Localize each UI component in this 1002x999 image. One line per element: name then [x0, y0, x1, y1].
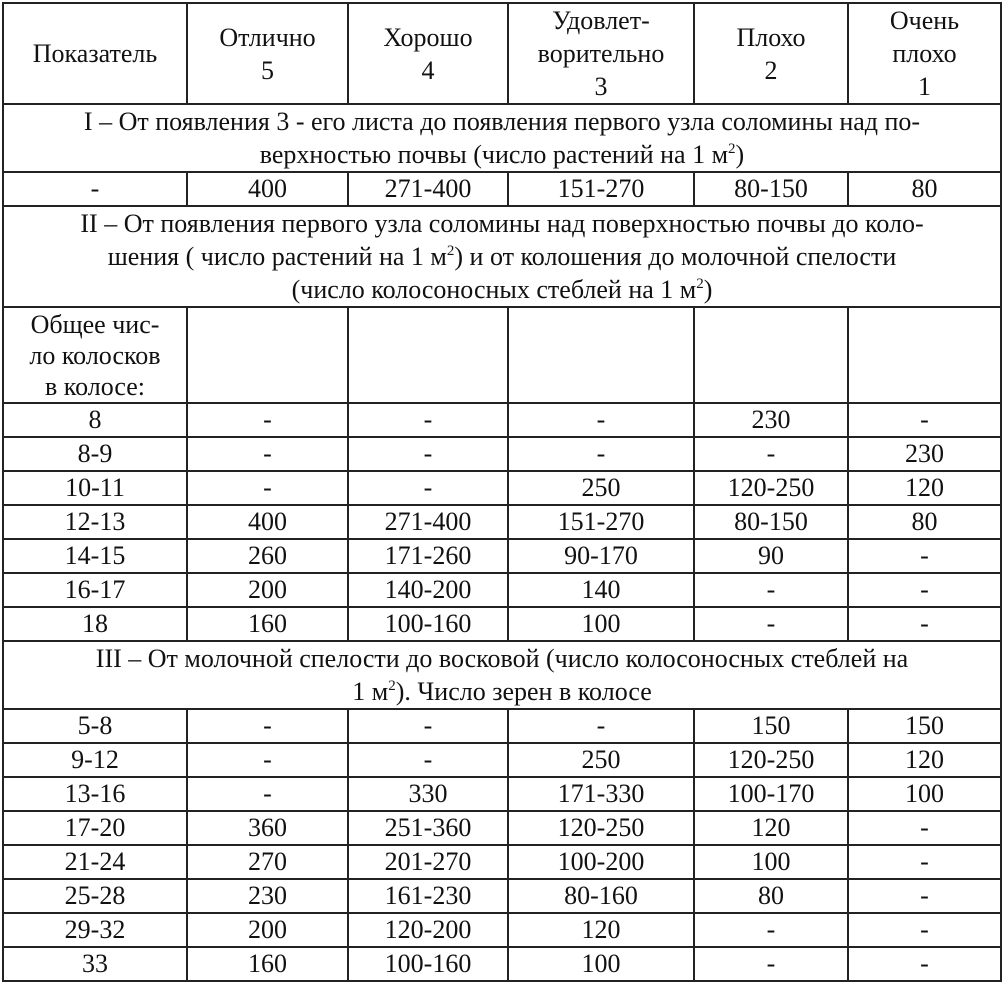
- section-2-rows: [3, 403, 1001, 641]
- table-cell: 250: [508, 743, 694, 777]
- table-row: [3, 913, 1001, 947]
- table-cell: 80-150: [694, 505, 848, 539]
- table-cell: -: [348, 743, 508, 777]
- table-cell: 100: [508, 607, 694, 641]
- table-row: [3, 777, 1001, 811]
- table-cell: 13-16: [3, 777, 187, 811]
- table-cell: 120-200: [348, 913, 508, 947]
- header-excellent: Отлично 5: [187, 3, 348, 104]
- header-good: Хорошо 4: [348, 3, 508, 104]
- table-cell: -: [694, 913, 848, 947]
- table-cell: -: [348, 709, 508, 743]
- table-cell: -: [848, 947, 1001, 981]
- table-cell: 140: [508, 573, 694, 607]
- header-poor: Плохо 2: [694, 3, 848, 104]
- empty-cell: [508, 307, 694, 403]
- table-row: [3, 879, 1001, 913]
- table-cell: -: [508, 709, 694, 743]
- table-cell: 18: [3, 607, 187, 641]
- table-cell: 9-12: [3, 743, 187, 777]
- table-cell: 400: [187, 172, 348, 206]
- table-cell: 171-330: [508, 777, 694, 811]
- table-cell: 120: [848, 471, 1001, 505]
- table-cell: 100-160: [348, 947, 508, 981]
- table-cell: 150: [848, 709, 1001, 743]
- table-cell: 120: [508, 913, 694, 947]
- table-cell: -: [848, 811, 1001, 845]
- table-cell: -: [848, 607, 1001, 641]
- table-cell: 10-11: [3, 471, 187, 505]
- table-row: [3, 811, 1001, 845]
- table-cell: -: [848, 845, 1001, 879]
- table-cell: 330: [348, 777, 508, 811]
- section-1-text: I – От появления 3 - его листа до появления первого узла соломины над по- верхностью почвы (число растений на 1 $м^2$): [3, 104, 1001, 172]
- table-cell: 260: [187, 539, 348, 573]
- table-cell: 120-250: [694, 743, 848, 777]
- table-cell: 151-270: [508, 172, 694, 206]
- table-cell: 151-270: [508, 505, 694, 539]
- table-cell: -: [848, 913, 1001, 947]
- section-2-label-row: [3, 307, 1001, 403]
- table-cell: 100: [848, 777, 1001, 811]
- table-cell: -: [187, 709, 348, 743]
- table-cell: -: [187, 403, 348, 437]
- table-cell: 80: [848, 172, 1001, 206]
- table-cell: -: [3, 172, 187, 206]
- table-cell: 100: [508, 947, 694, 981]
- empty-cell: [187, 307, 348, 403]
- table-cell: 80: [848, 505, 1001, 539]
- section-3-heading: [3, 641, 1001, 709]
- table-row: [3, 845, 1001, 879]
- empty-cell: [348, 307, 508, 403]
- table-cell: 360: [187, 811, 348, 845]
- table-cell: 160: [187, 607, 348, 641]
- table-row: [3, 743, 1001, 777]
- table-cell: -: [848, 573, 1001, 607]
- table-row: [3, 573, 1001, 607]
- table-row: [3, 172, 1001, 206]
- table-cell: 80-150: [694, 172, 848, 206]
- table-cell: -: [348, 471, 508, 505]
- table-cell: 100-160: [348, 607, 508, 641]
- table-cell: 250: [508, 471, 694, 505]
- table-cell: 21-24: [3, 845, 187, 879]
- table-row: [3, 947, 1001, 981]
- section-1-heading: [3, 104, 1001, 172]
- section-3-text: III – От молочной спелости до восковой (число колосоносных стеблей на 1 $м^2$). Число зерен в колосе: [3, 641, 1001, 709]
- table-cell: -: [848, 403, 1001, 437]
- table-cell: 12-13: [3, 505, 187, 539]
- table-cell: 80: [694, 879, 848, 913]
- spikelets-label: Общее чис- ло колосков в колосе:: [3, 307, 187, 403]
- table-cell: 400: [187, 505, 348, 539]
- table-cell: 120: [848, 743, 1001, 777]
- table-cell: -: [694, 437, 848, 471]
- table-cell: -: [348, 403, 508, 437]
- table-cell: 90: [694, 539, 848, 573]
- table-cell: 251-360: [348, 811, 508, 845]
- table-cell: -: [694, 573, 848, 607]
- header-indicator: Показатель: [3, 3, 187, 104]
- table-cell: -: [848, 539, 1001, 573]
- table-cell: -: [187, 471, 348, 505]
- table-cell: 201-270: [348, 845, 508, 879]
- table-cell: 14-15: [3, 539, 187, 573]
- table-cell: 90-170: [508, 539, 694, 573]
- table-cell: 100-200: [508, 845, 694, 879]
- rating-table: [2, 2, 1002, 982]
- table-row: [3, 539, 1001, 573]
- section-3-rows: [3, 709, 1001, 981]
- table-cell: 29-32: [3, 913, 187, 947]
- table-cell: 171-260: [348, 539, 508, 573]
- table-row: [3, 709, 1001, 743]
- table-cell: 230: [694, 403, 848, 437]
- table-cell: 270: [187, 845, 348, 879]
- table-cell: 230: [187, 879, 348, 913]
- table-cell: 120: [694, 811, 848, 845]
- table-cell: -: [187, 437, 348, 471]
- table-cell: 8: [3, 403, 187, 437]
- table-cell: 160: [187, 947, 348, 981]
- table-cell: 271-400: [348, 172, 508, 206]
- table-cell: 8-9: [3, 437, 187, 471]
- table-cell: 5-8: [3, 709, 187, 743]
- empty-cell: [848, 307, 1001, 403]
- header-satisfactory: Удовлет- ворительно 3: [508, 3, 694, 104]
- table-row: [3, 403, 1001, 437]
- table-cell: 100-170: [694, 777, 848, 811]
- table-cell: 161-230: [348, 879, 508, 913]
- table-row: [3, 437, 1001, 471]
- table-row: [3, 505, 1001, 539]
- table-cell: 230: [848, 437, 1001, 471]
- table-cell: -: [694, 947, 848, 981]
- table-cell: 120-250: [694, 471, 848, 505]
- section-2-heading: [3, 206, 1001, 307]
- header-very-poor: Очень плохо 1: [848, 3, 1001, 104]
- table-cell: 120-250: [508, 811, 694, 845]
- table-cell: 140-200: [348, 573, 508, 607]
- table-cell: 33: [3, 947, 187, 981]
- table-cell: 17-20: [3, 811, 187, 845]
- table-row: [3, 607, 1001, 641]
- table-cell: 200: [187, 573, 348, 607]
- empty-cell: [694, 307, 848, 403]
- table-cell: -: [694, 607, 848, 641]
- table-cell: 150: [694, 709, 848, 743]
- header-row: [3, 3, 1001, 104]
- table-cell: -: [508, 437, 694, 471]
- section-2-text: II – От появления первого узла соломины над поверхностью почвы до коло- шения ( число растений на 1 $м^2$) и от колошения до молочной спелости (число колосоносных стеблей на 1 $м^2$): [3, 206, 1001, 307]
- table-cell: 25-28: [3, 879, 187, 913]
- table-cell: 80-160: [508, 879, 694, 913]
- table-cell: -: [848, 879, 1001, 913]
- table-cell: 16-17: [3, 573, 187, 607]
- table-cell: 100: [694, 845, 848, 879]
- table-cell: -: [508, 403, 694, 437]
- table-cell: -: [187, 777, 348, 811]
- table-cell: -: [348, 437, 508, 471]
- table-cell: -: [187, 743, 348, 777]
- table-cell: 200: [187, 913, 348, 947]
- table-row: [3, 471, 1001, 505]
- table-cell: 271-400: [348, 505, 508, 539]
